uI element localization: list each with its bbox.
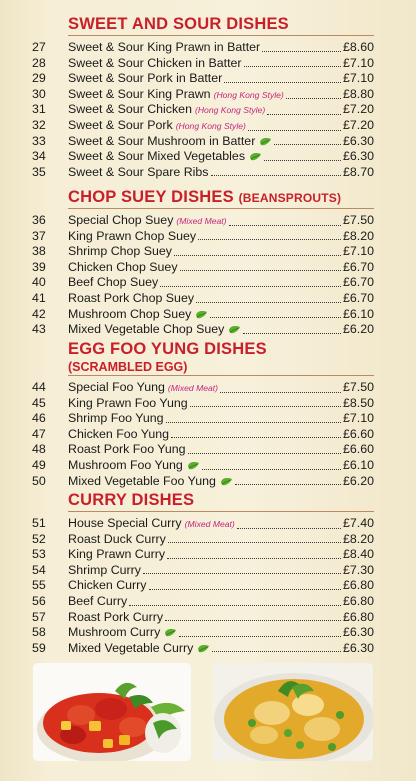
menu-item <box>0 149 416 165</box>
item-number: 42 <box>32 306 46 321</box>
item-name: Special Foo Yung <box>68 380 165 394</box>
menu-item <box>0 442 416 458</box>
dot-leader <box>190 397 341 407</box>
menu-item <box>0 610 416 626</box>
item-name: Sweet & Sour King Prawn in Batter <box>68 40 261 54</box>
section-title: CHOP SUEY DISHES (BEANSPROUTS) <box>68 188 374 209</box>
dot-leader <box>167 549 341 559</box>
dot-leader <box>196 293 341 303</box>
item-name: King Prawn Chop Suey <box>68 228 197 243</box>
dot-leader <box>168 533 341 543</box>
item-number: 39 <box>32 259 46 274</box>
menu-item <box>0 641 416 657</box>
item-name: Shrimp Foo Yung <box>68 411 164 426</box>
item-number: 41 <box>32 290 46 305</box>
item-body <box>68 244 374 260</box>
item-price: £6.70 <box>342 275 374 290</box>
item-name: Roast Pork Foo Yung <box>68 442 186 457</box>
menu-item <box>0 594 416 610</box>
item-price: £8.20 <box>342 228 374 243</box>
vegetarian-leaf-icon <box>195 310 208 319</box>
item-price: £6.30 <box>342 133 374 148</box>
item-body <box>68 411 374 427</box>
item-price: £7.10 <box>342 71 374 86</box>
section-curry <box>0 491 416 656</box>
dot-leader <box>274 135 341 145</box>
item-price: £8.70 <box>342 164 374 179</box>
item-name: Mixed Vegetable Curry <box>68 640 194 655</box>
item-body <box>68 458 374 474</box>
item-name: Mixed Vegetable Foo Yung <box>68 473 216 488</box>
item-name: Chicken Curry <box>68 578 147 593</box>
dot-leader <box>224 73 341 83</box>
item-body <box>68 134 374 150</box>
menu-item <box>0 625 416 641</box>
section-title: CURRY DISHES <box>68 491 374 512</box>
menu-item <box>0 380 416 396</box>
menu-item <box>0 516 416 532</box>
item-body <box>68 547 374 563</box>
item-price: £6.70 <box>342 290 374 305</box>
menu-item <box>0 563 416 579</box>
menu-item <box>0 322 416 338</box>
item-number: 28 <box>32 55 46 70</box>
item-name: Roast Pork Curry <box>68 609 164 624</box>
item-list <box>0 213 416 338</box>
dot-leader <box>160 277 341 287</box>
dot-leader <box>211 166 341 176</box>
dot-leader <box>180 261 341 271</box>
dot-leader <box>171 428 341 438</box>
item-body <box>68 149 374 165</box>
item-price: £6.20 <box>342 322 374 337</box>
menu-item <box>0 165 416 181</box>
menu-item <box>0 396 416 412</box>
dot-leader <box>229 216 341 226</box>
dot-leader <box>166 413 341 423</box>
item-name: Mushroom Chop Suey <box>68 306 192 321</box>
item-number: 31 <box>32 102 46 117</box>
item-body <box>68 578 374 594</box>
item-number: 47 <box>32 426 46 441</box>
item-body <box>68 87 374 104</box>
dot-leader <box>264 151 341 161</box>
item-body <box>68 307 374 323</box>
item-number: 52 <box>32 531 46 546</box>
item-number: 37 <box>32 228 46 243</box>
item-price: £8.20 <box>342 531 374 546</box>
item-body <box>68 102 374 119</box>
item-number: 40 <box>32 275 46 290</box>
item-body <box>68 641 374 657</box>
item-name: Sweet & Sour King Prawn <box>68 86 211 101</box>
item-price: £6.60 <box>342 442 374 457</box>
section-title: SWEET AND SOUR DISHES <box>68 15 374 36</box>
item-number: 58 <box>32 625 46 640</box>
item-number: 46 <box>32 411 46 426</box>
item-number: 36 <box>32 213 46 227</box>
menu-item <box>0 56 416 72</box>
item-name: Chicken Chop Suey <box>68 259 178 274</box>
item-name: King Prawn Foo Yung <box>68 395 188 410</box>
item-name: Sweet & Sour Chicken <box>68 102 192 117</box>
item-body <box>68 427 374 443</box>
item-name: Shrimp Curry <box>68 562 141 577</box>
dot-leader <box>262 42 341 52</box>
menu-item <box>0 411 416 427</box>
item-body <box>68 291 374 307</box>
item-body <box>68 563 374 579</box>
dot-leader <box>235 475 341 485</box>
item-name: Beef Chop Suey <box>68 275 159 290</box>
item-name: Roast Duck Curry <box>68 531 166 546</box>
item-body <box>68 474 374 490</box>
vegetarian-leaf-icon <box>249 152 262 161</box>
menu-item <box>0 547 416 563</box>
item-body <box>68 56 374 72</box>
item-name: King Prawn Curry <box>68 547 166 562</box>
dot-leader <box>210 308 341 318</box>
item-number: 35 <box>32 164 46 179</box>
item-number: 59 <box>32 640 46 655</box>
section-sweet-and-sour <box>0 15 416 180</box>
dot-leader <box>198 230 341 240</box>
item-body <box>68 165 374 181</box>
dot-leader <box>165 611 341 621</box>
section-title: EGG FOO YUNG DISHES <box>68 340 267 358</box>
item-price: £7.20 <box>342 102 374 117</box>
item-body <box>68 594 374 610</box>
item-price: £7.50 <box>342 380 374 394</box>
item-number: 53 <box>32 547 46 562</box>
item-number: 43 <box>32 322 46 337</box>
vegetarian-leaf-icon <box>164 628 177 637</box>
item-number: 33 <box>32 133 46 148</box>
item-body <box>68 532 374 548</box>
item-price: £6.10 <box>342 306 374 321</box>
section-egg-foo-yung <box>0 340 416 489</box>
item-body <box>68 229 374 245</box>
menu-item <box>0 213 416 229</box>
menu-item <box>0 427 416 443</box>
item-price: £6.30 <box>342 149 374 164</box>
item-price: £6.20 <box>342 473 374 488</box>
vegetarian-leaf-icon <box>259 137 272 146</box>
vegetarian-leaf-icon <box>197 644 210 653</box>
item-price: £6.30 <box>342 640 374 655</box>
dot-leader <box>202 460 341 470</box>
item-name: Mushroom Foo Yung <box>68 457 183 472</box>
item-note: (Hong Kong Style) <box>194 105 266 116</box>
dot-leader <box>179 627 341 637</box>
item-number: 34 <box>32 149 46 164</box>
item-number: 56 <box>32 593 46 608</box>
menu-item <box>0 102 416 118</box>
item-name: Roast Pork Chop Suey <box>68 290 195 305</box>
menu-item <box>0 458 416 474</box>
item-note: (Mixed Meat) <box>167 383 219 393</box>
item-name: Mushroom Curry <box>68 625 161 640</box>
vegetarian-leaf-icon <box>187 461 200 470</box>
menu-item <box>0 275 416 291</box>
item-body <box>68 516 374 533</box>
item-number: 49 <box>32 457 46 472</box>
item-body <box>68 625 374 641</box>
section-subtitle: (SCRAMBLED EGG) <box>68 360 374 376</box>
item-body <box>68 118 374 135</box>
menu-item <box>0 260 416 276</box>
menu-item <box>0 229 416 245</box>
item-list <box>0 516 416 656</box>
dot-leader <box>188 444 341 454</box>
item-number: 38 <box>32 244 46 259</box>
dot-leader <box>243 324 341 334</box>
item-body <box>68 610 374 626</box>
item-name: Sweet & Sour Spare Ribs <box>68 164 209 179</box>
item-price: £6.80 <box>342 609 374 624</box>
item-body <box>68 275 374 291</box>
item-price: £6.80 <box>342 593 374 608</box>
menu-item <box>0 244 416 260</box>
vegetarian-leaf-icon <box>220 477 233 486</box>
item-body <box>68 213 374 230</box>
item-name: Mixed Vegetable Chop Suey <box>68 322 225 337</box>
item-price: £6.70 <box>342 259 374 274</box>
item-name: Sweet & Sour Pork in Batter <box>68 71 223 86</box>
section-chop-suey <box>0 188 416 338</box>
item-body <box>68 380 374 397</box>
dot-leader <box>212 642 341 652</box>
item-price: £8.50 <box>342 395 374 410</box>
dot-leader <box>129 596 341 606</box>
item-number: 50 <box>32 473 46 488</box>
item-number: 45 <box>32 395 46 410</box>
item-price: £7.10 <box>342 55 374 70</box>
dot-leader <box>143 564 341 574</box>
item-price: £7.20 <box>342 117 374 132</box>
menu-item <box>0 307 416 323</box>
item-note: (Mixed Meat) <box>176 216 227 226</box>
dot-leader <box>286 89 341 99</box>
item-name: Sweet & Sour Pork <box>68 117 173 132</box>
item-list <box>0 40 416 180</box>
item-list <box>0 380 416 489</box>
item-price: £8.40 <box>342 547 374 562</box>
dot-leader <box>149 580 341 590</box>
item-price: £7.30 <box>342 562 374 577</box>
dot-leader <box>248 121 341 131</box>
menu-item <box>0 40 416 56</box>
dot-leader <box>220 383 341 393</box>
sweet-and-sour-dish-photo <box>33 663 191 761</box>
item-number: 55 <box>32 578 46 593</box>
menu-item <box>0 71 416 87</box>
menu-item <box>0 134 416 150</box>
item-number: 51 <box>32 516 46 530</box>
item-number: 27 <box>32 40 46 54</box>
item-body <box>68 396 374 412</box>
item-price: £8.60 <box>342 40 374 54</box>
item-name: Sweet & Sour Mixed Vegetables <box>68 149 246 164</box>
item-price: £6.10 <box>342 457 374 472</box>
item-name: House Special Curry <box>68 516 182 530</box>
item-name: Special Chop Suey <box>68 213 174 227</box>
item-price: £8.80 <box>342 86 374 101</box>
item-price: £6.60 <box>342 426 374 441</box>
item-name: Beef Curry <box>68 593 128 608</box>
item-number: 54 <box>32 562 46 577</box>
item-price: £6.80 <box>342 578 374 593</box>
item-number: 48 <box>32 442 46 457</box>
item-body <box>68 322 374 338</box>
item-note: (Hong Kong Style) <box>175 120 246 131</box>
item-body <box>68 442 374 458</box>
item-number: 30 <box>32 86 46 101</box>
item-number: 32 <box>32 117 46 132</box>
item-number: 44 <box>32 380 46 394</box>
item-price: £7.10 <box>342 411 374 426</box>
dot-leader <box>244 57 341 67</box>
item-number: 29 <box>32 71 46 86</box>
menu-item <box>0 87 416 103</box>
item-price: £6.30 <box>342 625 374 640</box>
dot-leader <box>267 105 341 115</box>
item-price: £7.50 <box>342 213 374 227</box>
menu-item <box>0 474 416 490</box>
dot-leader <box>174 246 341 256</box>
menu-item <box>0 291 416 307</box>
item-body <box>68 40 374 56</box>
item-note: (Hong Kong Style) <box>213 89 284 100</box>
item-price: £7.10 <box>342 244 374 259</box>
item-number: 57 <box>32 609 46 624</box>
item-name: Sweet & Sour Chicken in Batter <box>68 55 242 70</box>
item-body <box>68 260 374 276</box>
item-body <box>68 71 374 87</box>
item-note: (Mixed Meat) <box>184 519 235 529</box>
dot-leader <box>237 519 341 529</box>
vegetarian-leaf-icon <box>228 325 241 334</box>
item-name: Sweet & Sour Mushroom in Batter <box>68 133 256 148</box>
item-name: Shrimp Chop Suey <box>68 244 172 259</box>
item-price: £7.40 <box>342 516 374 530</box>
section-title-note: (BEANSPROUTS) <box>238 191 342 205</box>
menu-item <box>0 578 416 594</box>
item-name: Chicken Foo Yung <box>68 426 170 441</box>
menu-item <box>0 118 416 134</box>
menu-item <box>0 532 416 548</box>
curry-dish-photo <box>212 663 373 761</box>
